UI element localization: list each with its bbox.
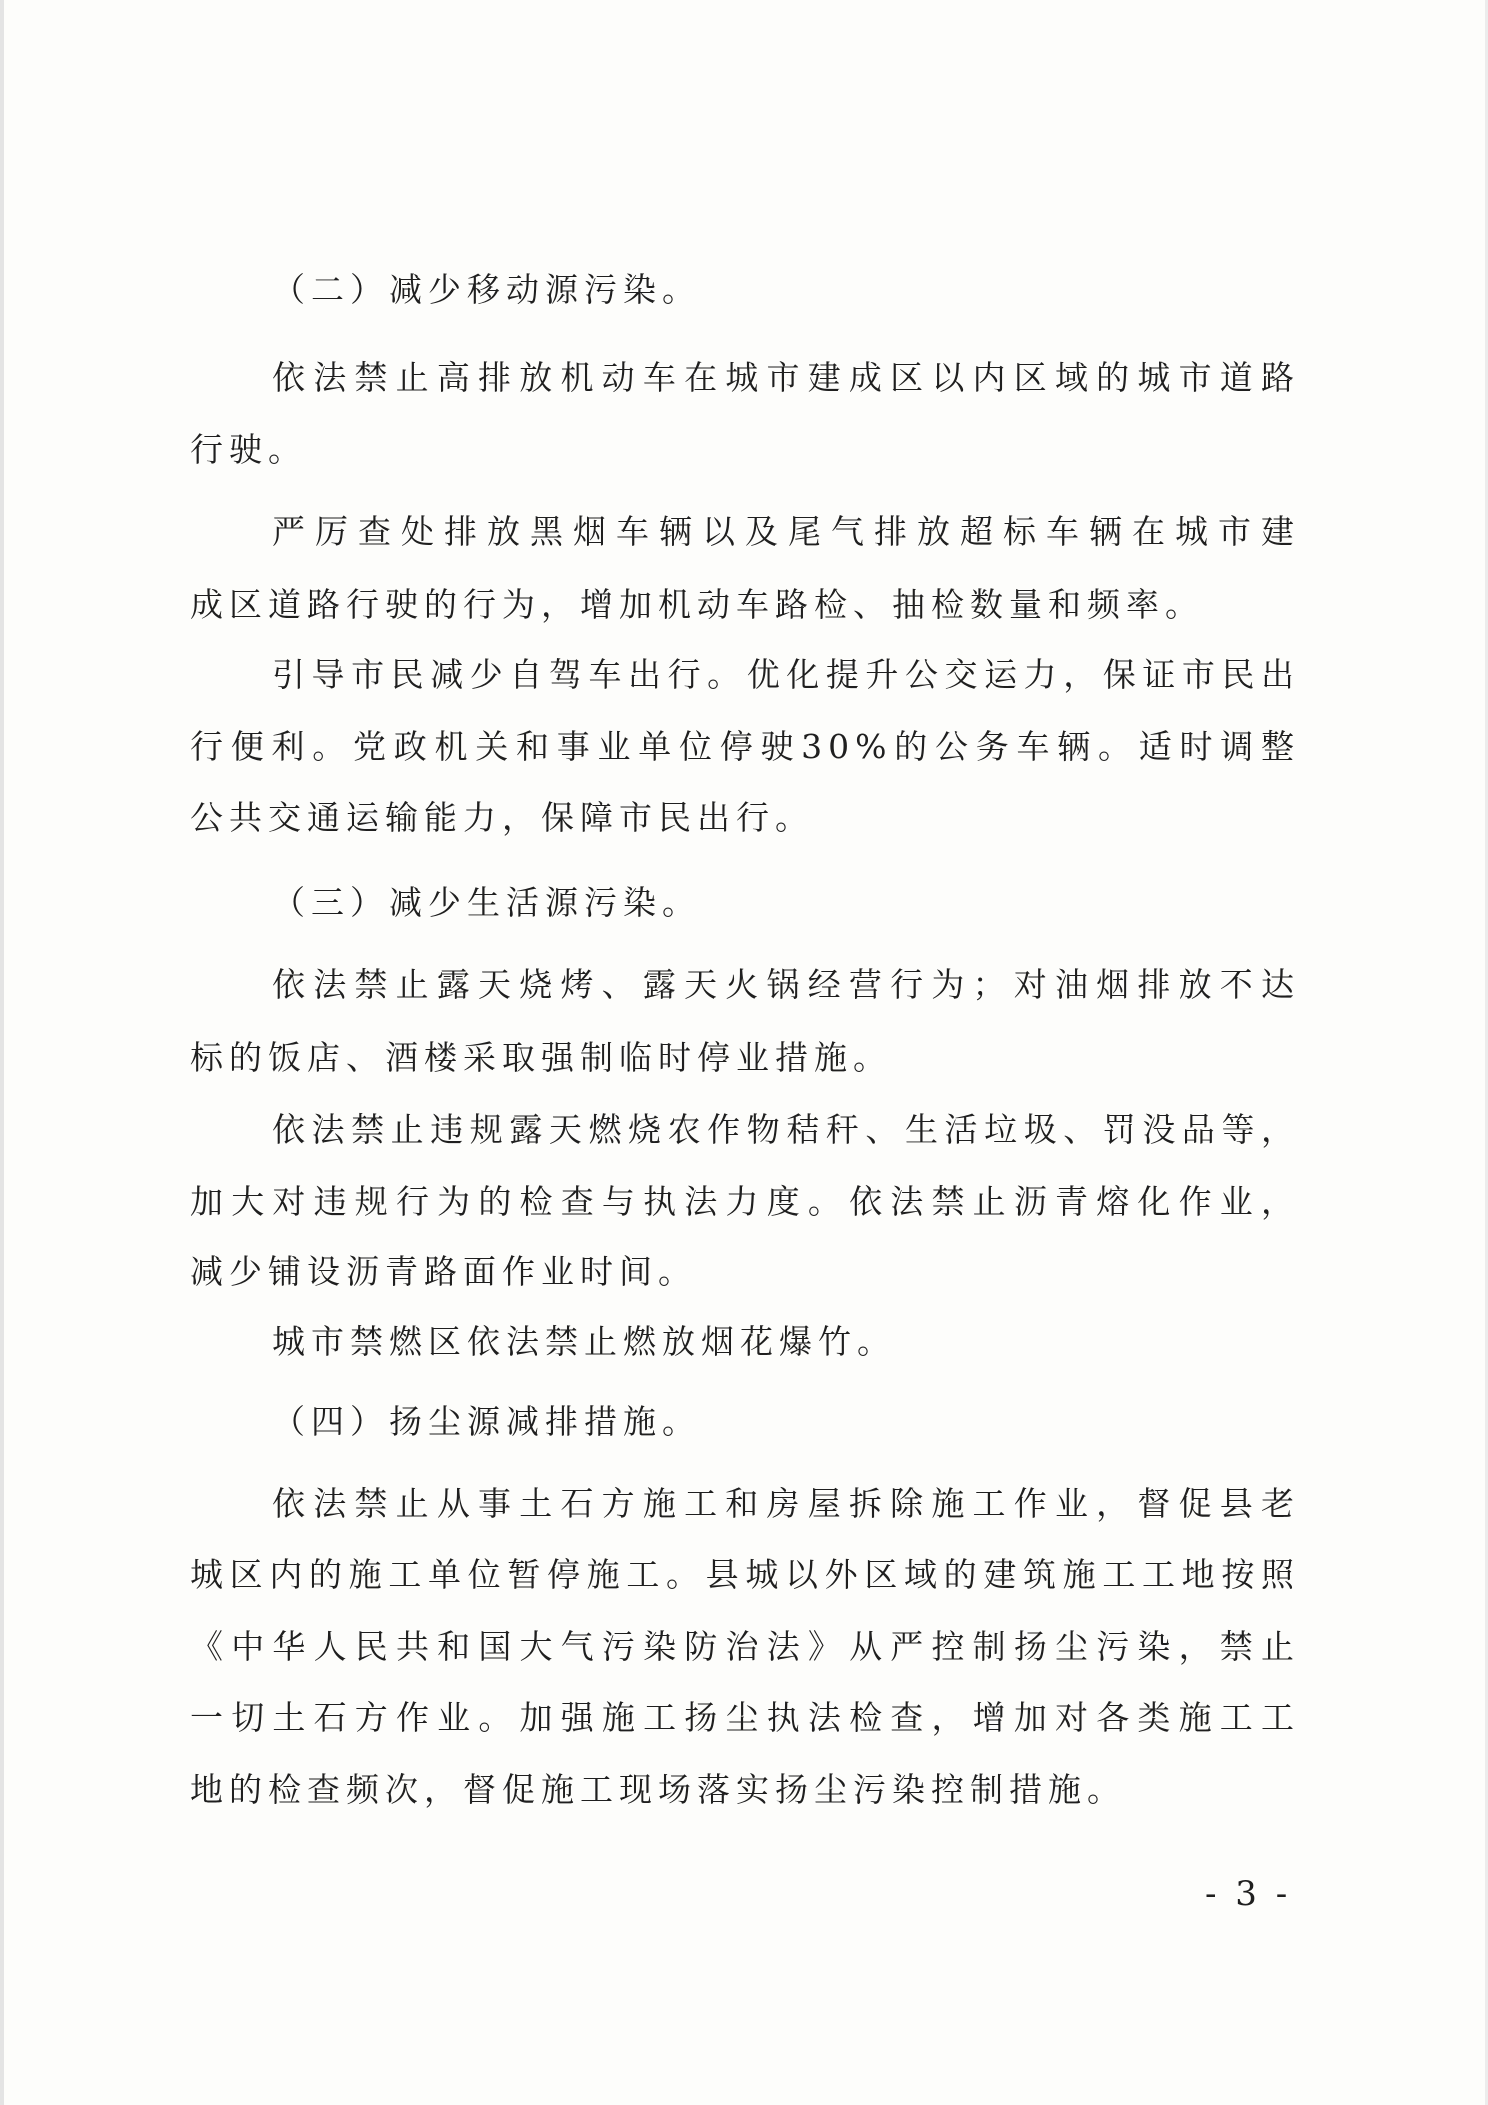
paragraph-line: 依法禁止露天烧烤、露天火锅经营行为；对油烟排放不达: [272, 965, 1300, 1004]
paragraph-line: 引导市民减少自驾车出行。优化提升公交运力，保证市民出: [272, 655, 1300, 694]
section-heading-2: （二）减少移动源污染。: [272, 270, 701, 309]
paragraph-line: 标的饭店、酒楼采取强制临时停业措施。: [190, 1038, 892, 1077]
paragraph-line: 依法禁止从事土石方施工和房屋拆除施工作业，督促县老: [272, 1484, 1300, 1523]
paragraph-line: 城区内的施工单位暂停施工。县城以外区域的建筑施工工地按照: [190, 1555, 1300, 1594]
paragraph-line: 依法禁止违规露天燃烧农作物秸秆、生活垃圾、罚没品等，: [272, 1110, 1300, 1149]
paragraph-line: 行驶。: [190, 430, 307, 469]
page-number: - 3 -: [1205, 1874, 1292, 1914]
paragraph-line: 《中华人民共和国大气污染防治法》从严控制扬尘污染，禁止: [190, 1627, 1300, 1666]
section-heading-4: （四）扬尘源减排措施。: [272, 1402, 701, 1441]
paragraph-line: 城市禁燃区依法禁止燃放烟花爆竹。: [272, 1322, 896, 1361]
paragraph-line: 行便利。党政机关和事业单位停驶30%的公务车辆。适时调整: [190, 727, 1300, 766]
paragraph-line: 严厉查处排放黑烟车辆以及尾气排放超标车辆在城市建: [272, 512, 1300, 551]
paragraph-line: 依法禁止高排放机动车在城市建成区以内区域的城市道路: [272, 358, 1300, 397]
paragraph-line: 成区道路行驶的行为，增加机动车路检、抽检数量和频率。: [190, 585, 1204, 624]
paragraph-line: 一切土石方作业。加强施工扬尘执法检查，增加对各类施工工: [190, 1698, 1300, 1737]
paragraph-line: 加大对违规行为的检查与执法力度。依法禁止沥青熔化作业，: [190, 1182, 1300, 1221]
scan-edge-left: [0, 0, 4, 2105]
section-heading-3: （三）减少生活源污染。: [272, 883, 701, 922]
paragraph-line: 公共交通运输能力，保障市民出行。: [190, 798, 814, 837]
paragraph-line: 地的检查频次，督促施工现场落实扬尘污染控制措施。: [190, 1770, 1126, 1809]
paragraph-line: 减少铺设沥青路面作业时间。: [190, 1252, 697, 1291]
